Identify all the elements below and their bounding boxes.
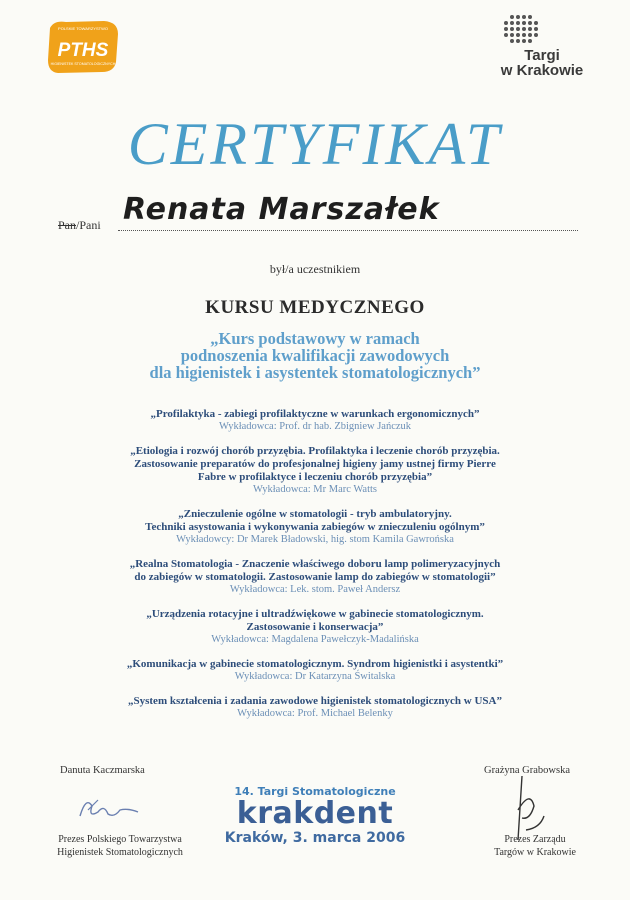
right-role-line: Prezes Zarządu	[504, 834, 566, 845]
topic-item	[70, 695, 560, 720]
course-title-line: podnoszenia kwalifikacji zawodowych	[180, 346, 450, 365]
recipient-label-struck: Pan	[58, 218, 76, 232]
topic-title: „Profilaktyka - zabiegi profilaktyczne w warunkach ergonomicznych”	[150, 408, 480, 420]
targi-dots-icon	[496, 14, 546, 46]
right-role-line: Targów w Krakowie	[494, 847, 576, 858]
right-signatory-role	[460, 833, 610, 859]
topic-title: Zastosowanie i konserwacja”	[246, 621, 384, 633]
topic-title: „Znieczulenie ogólne w stomatologii - tryb ambulatoryjny.	[178, 508, 452, 520]
topic-lecturer: Wykładowcy: Dr Marek Bładowski, hig. stom Kamila Gawrońska	[176, 534, 454, 545]
svg-text:HIGIENISTEK STOMATOLOGICZNYCH: HIGIENISTEK STOMATOLOGICZNYCH	[50, 62, 116, 66]
topic-lecturer: Wykładowca: Magdalena Pawełczyk-Madalińska	[211, 634, 419, 645]
topic-item	[70, 558, 560, 596]
ptms-logo	[44, 18, 122, 76]
certificate-title: CERTYFIKAT	[127, 111, 503, 177]
dotted-line	[118, 230, 578, 231]
left-signatory-role	[30, 833, 210, 859]
targi-logo-line1: Targi	[524, 47, 560, 64]
topic-title: „System kształcenia i zadania zawodowe higienistek stomatologicznych w USA”	[128, 695, 502, 707]
svg-text:POLSKIE TOWARZYSTWO: POLSKIE TOWARZYSTWO	[58, 26, 108, 31]
left-role-line: Prezes Polskiego Towarzystwa	[58, 834, 182, 845]
topic-title: Techniki asystowania i wykonywania zabiegów w znieczuleniu ogólnym”	[145, 521, 485, 533]
topic-item	[70, 658, 560, 683]
recipient-name: Renata Marszałek	[123, 192, 440, 227]
topic-title: „Realna Stomatologia - Znaczenie właściwego doboru lamp polimeryzacyjnych	[129, 558, 501, 570]
targi-logo-line2: w Krakowie	[500, 62, 584, 79]
krakdent-logo	[215, 785, 415, 846]
topic-title: Zastosowanie preparatów do profesjonalnej higieny jamy ustnej firmy Pierre	[134, 458, 496, 470]
course-title	[60, 330, 570, 381]
ptms-logo-text: PTHS	[57, 40, 109, 61]
topic-lecturer: Wykładowca: Dr Katarzyna Świtalska	[234, 671, 396, 682]
course-title-line: „Kurs podstawowy w ramach	[210, 329, 420, 348]
topic-title: „Etiologia i rozwój chorób przyzębia. Profilaktyka i leczenie chorób przyzębia.	[130, 445, 500, 457]
topic-lecturer: Wykładowca: Prof. dr hab. Zbigniew Jańczuk	[218, 421, 412, 432]
topic-lecturer: Wykładowca: Mr Marc Watts	[252, 484, 377, 495]
participation-text: był/a uczestnikiem	[269, 262, 361, 276]
topic-title: „Komunikacja w gabinecie stomatologicznym. Syndrom higienistki i asystentki”	[126, 658, 504, 670]
topic-title: do zabiegów w stomatologii. Zastosowanie lamp do zabiegów w stomatologii”	[134, 571, 496, 583]
left-signatory-name: Danuta Kaczmarska	[60, 765, 145, 776]
left-signature-icon	[68, 788, 148, 828]
left-role-line: Higienistek Stomatologicznych	[57, 847, 183, 858]
fair-brand: krakdent	[236, 796, 394, 831]
topic-title: „Urządzenia rotacyjne i ultradźwiękowe w gabinecie stomatologicznym.	[146, 608, 484, 620]
recipient-label-pani: /Pani	[76, 218, 101, 232]
topic-lecturer: Wykładowca: Lek. stom. Paweł Andersz	[229, 584, 401, 595]
topic-list	[70, 408, 560, 732]
fair-date: Kraków, 3. marca 2006	[224, 830, 406, 846]
course-type: KURSU MEDYCZNEGO	[205, 297, 425, 318]
topic-title: Fabre w profilaktyce i leczeniu chorób przyzębia”	[197, 471, 433, 483]
targi-logo	[482, 14, 602, 84]
right-signatory-name: Grażyna Grabowska	[484, 765, 571, 776]
fair-subtitle: 14. Targi Stomatologiczne	[234, 785, 396, 798]
topic-item	[70, 608, 560, 646]
recipient-line	[58, 192, 578, 234]
recipient-label	[58, 218, 101, 233]
course-title-line: dla higienistek i asystentek stomatologicznych”	[149, 363, 481, 382]
topic-item	[70, 408, 560, 433]
topic-item	[70, 508, 560, 546]
topic-lecturer: Wykładowca: Prof. Michael Belenky	[237, 708, 393, 719]
topic-item	[70, 445, 560, 496]
